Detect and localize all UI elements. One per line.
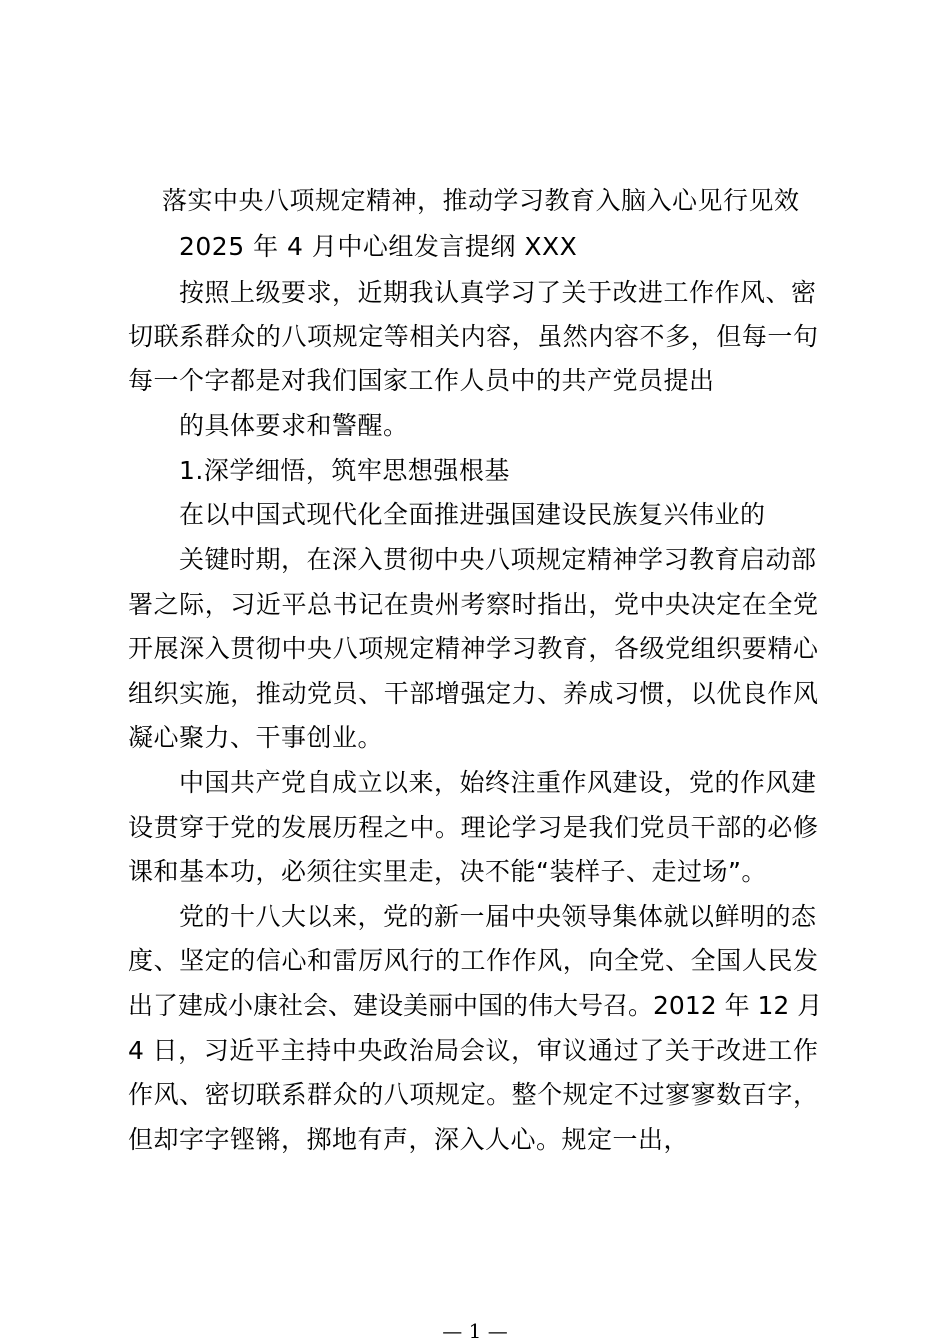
paragraph-line: 每一个字都是对我们国家工作人员中的共产党员提出 bbox=[128, 366, 715, 395]
document-title: 落实中央八项规定精神，推动学习教育入脑入心见行见效 bbox=[162, 186, 800, 215]
paragraph-line: 设贯穿于党的发展历程之中。理论学习是我们党员干部的必修 bbox=[128, 813, 818, 842]
paragraph-line: 凝心聚力、干事创业。 bbox=[128, 723, 384, 752]
paragraph-line: 署之际，习近平总书记在贵州考察时指出，党中央决定在全党 bbox=[128, 590, 818, 619]
paragraph-line: 出了建成小康社会、建设美丽中国的伟大号召。2012 年 12 月 bbox=[128, 991, 823, 1020]
paragraph-line: 切联系群众的八项规定等相关内容，虽然内容不多，但每一句 bbox=[128, 322, 818, 351]
paragraph-line: 度、坚定的信心和雷厉风行的工作作风，向全党、全国人民发 bbox=[128, 946, 818, 975]
paragraph-line: 中国共产党自成立以来，始终注重作风建设，党的作风建 bbox=[179, 768, 816, 797]
paragraph-line: 组织实施，推动党员、干部增强定力、养成习惯，以优良作风 bbox=[128, 679, 818, 708]
paragraph-line: 开展深入贯彻中央八项规定精神学习教育，各级党组织要精心 bbox=[128, 634, 818, 663]
paragraph-line: 按照上级要求，近期我认真学习了关于改进工作作风、密 bbox=[179, 278, 816, 307]
paragraph-line: 的具体要求和警醒。 bbox=[179, 411, 409, 440]
paragraph-line: 作风、密切联系群众的八项规定。整个规定不过寥寥数百字， bbox=[128, 1080, 818, 1109]
paragraph-line: 课和基本功，必须往实里走，决不能“装样子、走过场”。 bbox=[128, 857, 767, 886]
paragraph-line: 但却字字铿锵，掷地有声，深入人心。规定一出， bbox=[128, 1125, 690, 1154]
section-heading: 1.深学细悟，筑牢思想强根基 bbox=[179, 456, 510, 485]
page-number: — 1 — bbox=[442, 1319, 508, 1343]
paragraph-line: 党的十八大以来，党的新一届中央领导集体就以鲜明的态 bbox=[179, 902, 816, 931]
paragraph-line: 4 日，习近平主持中央政治局会议，审议通过了关于改进工作 bbox=[128, 1036, 818, 1065]
paragraph-line: 在以中国式现代化全面推进强国建设民族复兴伟业的 bbox=[179, 500, 766, 529]
document-subtitle: 2025 年 4 月中心组发言提纲 XXX bbox=[179, 232, 578, 261]
paragraph-line: 关键时期，在深入贯彻中央八项规定精神学习教育启动部 bbox=[179, 545, 816, 574]
